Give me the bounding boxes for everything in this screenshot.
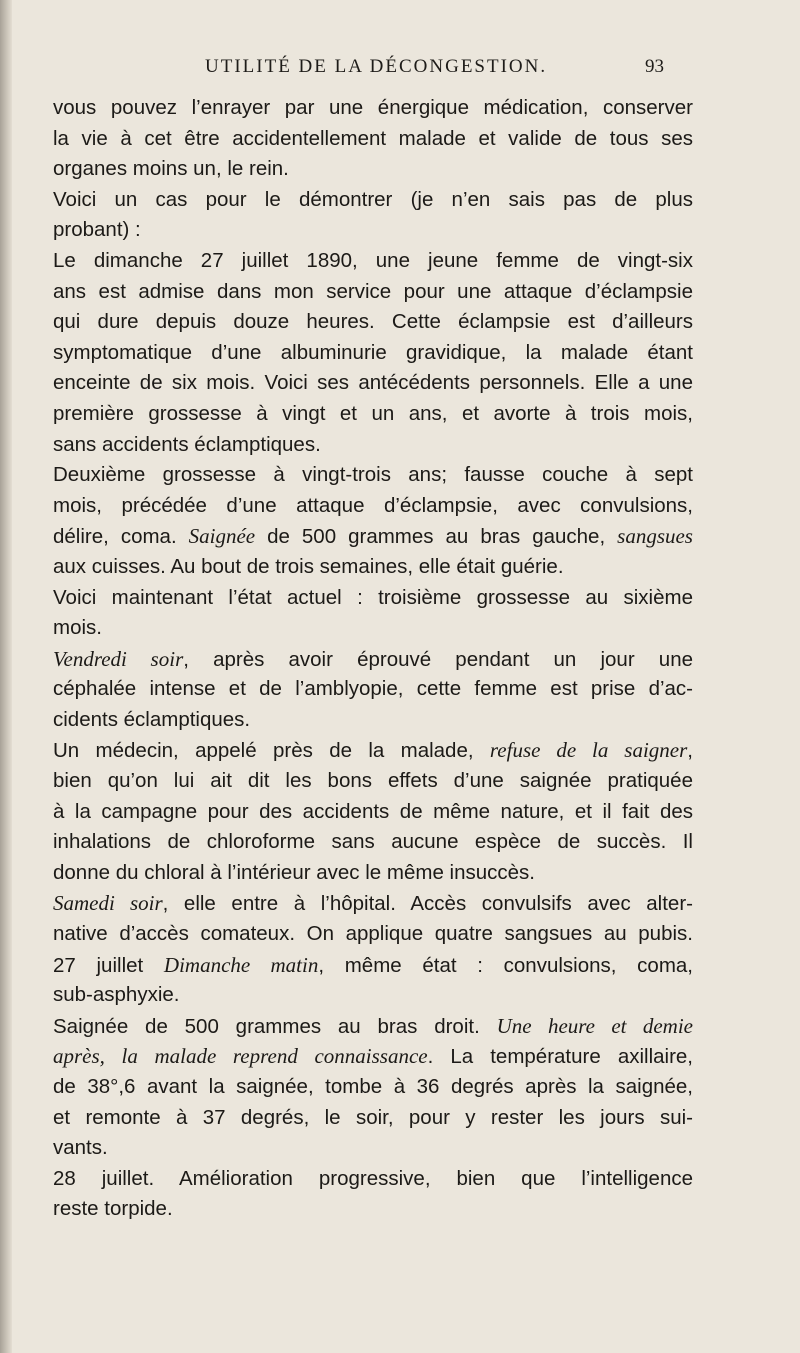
text-line <box>53 1011 693 1042</box>
text-run: donne du chloral à l’intérieur avec le même insuccès. <box>53 860 536 884</box>
text-run: qui dure depuis douze heures. Cette éclampsie est d’ailleurs <box>53 310 693 334</box>
italic-run: refuse de la saigner <box>489 738 688 763</box>
text-line <box>53 399 693 430</box>
text-run: Deuxième grossesse à vingt-trois ans; fausse couche à sept <box>53 463 693 487</box>
text-line <box>53 1072 693 1103</box>
text-run: à la campagne pour des accidents de même nature, et il fait des <box>53 799 693 823</box>
text-run: enceinte de six mois. Voici ses antécédents personnels. Elle a une <box>53 371 693 395</box>
text-line <box>53 1133 693 1164</box>
text-run: sans accidents éclamptiques. <box>53 432 321 456</box>
text-run: vous pouvez l’enrayer par une énergique médication, conserver <box>53 96 693 119</box>
text-run: délire, coma. <box>53 525 189 549</box>
text-line <box>53 338 693 369</box>
text-run: sub-asphyxie. <box>53 983 180 1007</box>
text-line <box>53 827 693 858</box>
text-line <box>53 1041 693 1072</box>
text-line <box>53 93 693 124</box>
text-run: , elle entre à l’hôpital. Accès convulsifs avec alter- <box>162 892 693 916</box>
text-line <box>53 368 693 399</box>
text-line <box>53 460 693 491</box>
text-run: vants. <box>53 1136 108 1160</box>
text-line <box>53 613 693 644</box>
text-run: reste torpide. <box>53 1197 173 1221</box>
running-header <box>0 48 800 84</box>
text-line <box>53 521 693 552</box>
page-binding-shadow <box>0 0 12 1353</box>
page-number: 93 <box>645 56 664 77</box>
text-run: , après avoir éprouvé pendant un jour une <box>183 647 693 671</box>
text-line <box>53 1103 693 1134</box>
text-line <box>53 858 693 889</box>
text-run: symptomatique d’une albuminurie gravidique, la malade étant <box>53 340 693 364</box>
text-run: la vie à cet être accidentellement malade et valide de tous ses <box>53 126 693 150</box>
text-run: Saignée de 500 grammes au bras droit. <box>53 1014 497 1038</box>
text-line <box>53 980 693 1011</box>
text-run: . La température axillaire, <box>427 1045 694 1069</box>
text-line <box>53 644 693 675</box>
text-run: 28 juillet. Amélioration progressive, bien que l’intelligence <box>53 1166 693 1190</box>
text-line <box>53 674 693 705</box>
text-run: 27 juillet <box>53 953 164 977</box>
body-text <box>53 93 693 1225</box>
text-run: bien qu’on lui ait dit les bons effets d’une saignée pratiquée <box>53 769 693 793</box>
text-line <box>53 430 693 461</box>
text-run: inhalations de chloroforme sans aucune espèce de succès. Il <box>53 830 693 854</box>
text-run: Voici maintenant l’état actuel : troisième grossesse au sixième <box>53 585 693 609</box>
italic-run: Une heure et demie <box>496 1013 693 1038</box>
text-line <box>53 766 693 797</box>
text-run: ans est admise dans mon service pour une attaque d’éclampsie <box>53 279 693 303</box>
text-line <box>53 246 693 277</box>
text-line <box>53 797 693 828</box>
text-run: mois, précédée d’une attaque d’éclampsie, avec convulsions, <box>53 493 693 517</box>
text-line <box>53 888 693 919</box>
text-line <box>53 735 693 766</box>
text-line <box>53 583 693 614</box>
running-title: UTILITÉ DE LA DÉCONGESTION. <box>205 56 548 77</box>
italic-run: Vendredi soir <box>53 646 184 671</box>
text-line <box>53 215 693 246</box>
text-line <box>53 154 693 185</box>
text-run: , <box>687 739 693 763</box>
text-line <box>53 919 693 950</box>
text-run: de 500 grammes au bras gauche, <box>255 525 618 549</box>
text-run: de 38°,6 avant la saignée, tombe à 36 degrés après la saignée, <box>53 1075 693 1098</box>
italic-run: après, la malade reprend connaissance <box>53 1044 428 1069</box>
text-run: aux cuisses. Au bout de trois semaines, elle était guérie. <box>53 554 564 578</box>
text-run: première grossesse à vingt et un ans, et avorte à trois mois, <box>53 401 693 425</box>
text-line <box>53 491 693 522</box>
text-line <box>53 1164 693 1195</box>
text-run: Le dimanche 27 juillet 1890, une jeune femme de vingt-six <box>53 248 693 272</box>
text-line <box>53 950 693 981</box>
text-line <box>53 277 693 308</box>
text-line <box>53 1194 693 1225</box>
text-run: mois. <box>53 616 102 640</box>
italic-run: Dimanche matin <box>163 952 319 977</box>
text-run: céphalée intense et de l’amblyopie, cette femme est prise d’ac- <box>53 677 693 701</box>
text-line <box>53 124 693 155</box>
text-run: native d’accès comateux. On applique quatre sangsues au pubis. <box>53 922 693 946</box>
text-line <box>53 705 693 736</box>
text-run: Un médecin, appelé près de la malade, <box>53 739 490 763</box>
text-line <box>53 185 693 216</box>
text-run: probant) : <box>53 218 141 242</box>
text-line <box>53 552 693 583</box>
text-run: Voici un cas pour le démontrer (je n’en sais pas de plus <box>53 187 693 211</box>
text-run: cidents éclamptiques. <box>53 707 251 731</box>
italic-run: Saignée <box>188 524 256 549</box>
text-run: et remonte à 37 degrés, le soir, pour y rester les jours sui- <box>53 1105 693 1129</box>
italic-run: sangsues <box>617 524 693 549</box>
text-run: , même état : convulsions, coma, <box>318 953 693 977</box>
text-line <box>53 307 693 338</box>
text-run: organes moins un, le rein. <box>53 157 289 181</box>
italic-run: Samedi soir <box>53 891 163 916</box>
